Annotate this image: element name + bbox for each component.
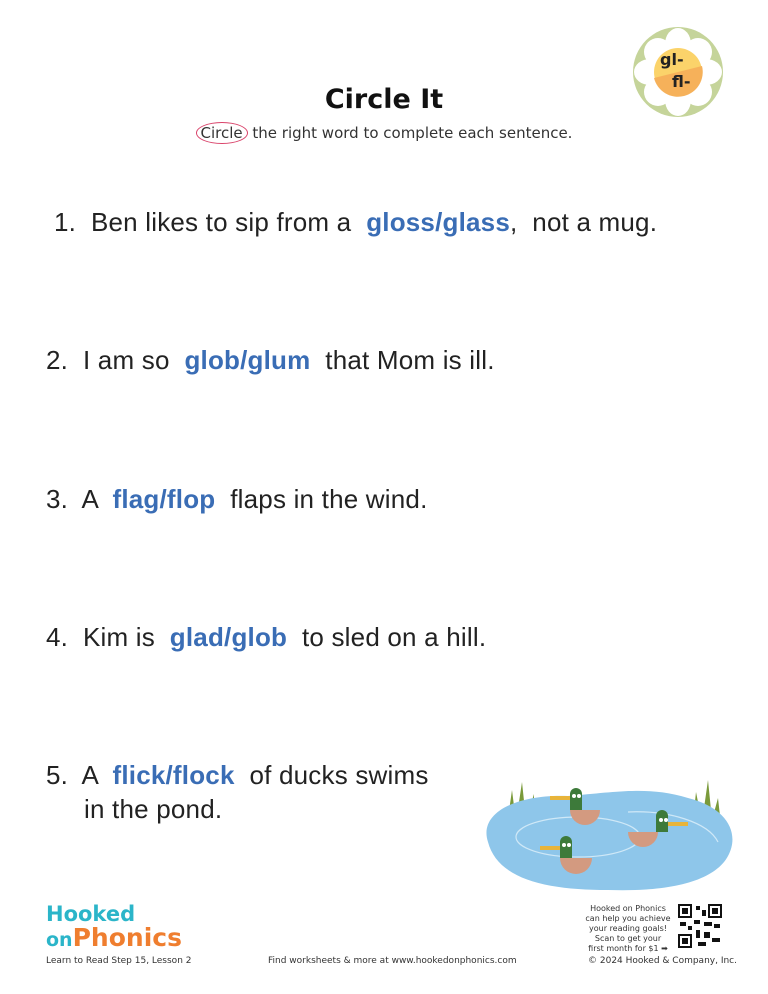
sentence-text: I am so [82, 345, 185, 375]
badge-fl: fl- [672, 72, 691, 91]
word-choice[interactable]: glad/glob [169, 622, 288, 652]
sentence-text: flaps in the wind. [215, 484, 428, 514]
copyright: © 2024 Hooked & Company, Inc. [588, 956, 737, 966]
sentence-number: 3. [46, 484, 69, 514]
word-choice[interactable]: flick/flock [112, 760, 235, 790]
sentence-text: Kim is [82, 622, 170, 652]
qr-code-icon[interactable] [678, 904, 722, 948]
sentence-number: 2. [46, 345, 69, 375]
sentence-text: of ducks swims [234, 760, 429, 790]
badge-gl: gl- [660, 50, 684, 69]
sentence-text: to sled on a hill. [287, 622, 487, 652]
sentence-5 [46, 760, 429, 791]
promo-line: first month for $1 ➡ [588, 944, 668, 953]
instructions [0, 122, 768, 144]
sentence-text: , not a mug. [510, 207, 658, 237]
promo-line: can help you achieve [585, 914, 671, 923]
website-link[interactable]: Find worksheets & more at www.hookedonphonics.com [268, 956, 517, 966]
sentence-5-line2: in the pond. [84, 794, 223, 824]
instruction-text: the right word to complete each sentence. [247, 124, 573, 142]
sentence-number: 5. [46, 760, 69, 790]
page-title: Circle It [324, 84, 444, 115]
sentence-text: A [81, 484, 113, 514]
word-choice[interactable]: gloss/glass [366, 207, 511, 237]
promo-line: Hooked on Phonics [590, 904, 666, 913]
sentence-text: A [81, 760, 113, 790]
promo-line: your reading goals! [589, 924, 667, 933]
promo-text [584, 904, 672, 954]
sentence-3 [46, 484, 428, 515]
promo-line: Scan to get your [594, 934, 662, 943]
circle-word: Circle [196, 122, 248, 144]
lesson-label: Learn to Read Step 15, Lesson 2 [46, 956, 192, 966]
duck-pond-illustration [478, 772, 740, 894]
sentence-text: Ben likes to sip from a [90, 207, 367, 237]
sentence-4 [46, 622, 486, 653]
sentence-text: that Mom is ill. [310, 345, 495, 375]
logo-hooked: Hooked [46, 902, 136, 926]
logo-on: on [46, 929, 73, 951]
sentence-1 [54, 207, 657, 238]
sentence-2 [46, 345, 495, 376]
hooked-on-phonics-logo [46, 904, 182, 950]
word-choice[interactable]: flag/flop [112, 484, 216, 514]
sentence-number: 4. [46, 622, 69, 652]
logo-phonics: Phonics [72, 923, 182, 952]
word-choice[interactable]: glob/glum [184, 345, 311, 375]
sentence-number: 1. [54, 207, 77, 237]
